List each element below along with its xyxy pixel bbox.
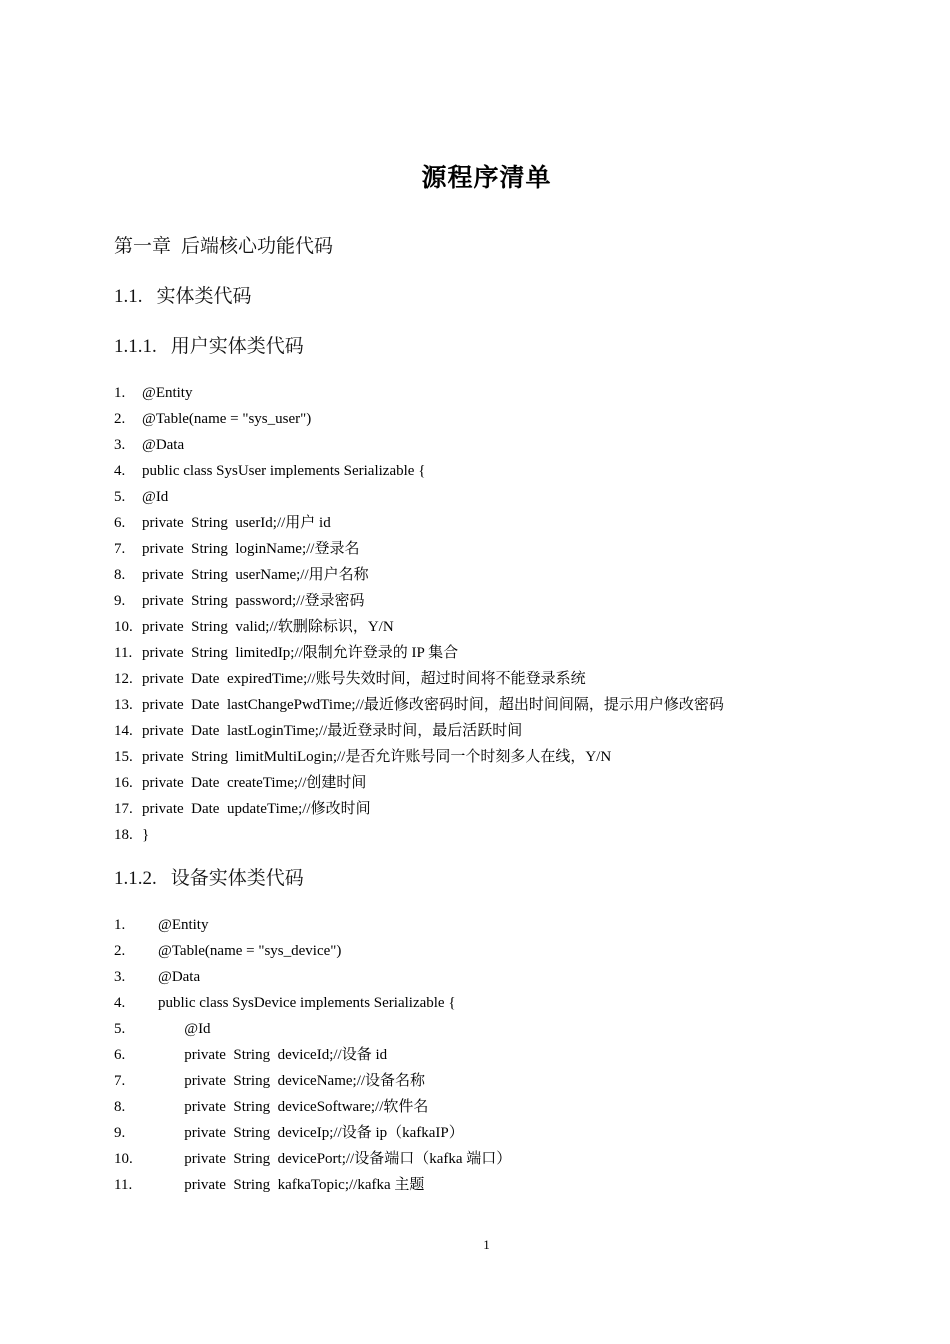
code-text: public class SysDevice implements Serializable { xyxy=(158,995,456,1011)
code-line xyxy=(114,964,511,990)
code-line xyxy=(114,458,724,484)
code-listing-user xyxy=(114,380,724,848)
section-title: 实体类代码 xyxy=(156,286,252,307)
code-line xyxy=(114,1172,511,1198)
code-text: private Date lastChangePwdTime;//最近修改密码时间，超出时间间隔，提示用户修改密码 xyxy=(142,697,724,713)
line-number: 4. xyxy=(114,463,126,479)
code-text: private Date lastLoginTime;//最近登录时间，最后活跃时间 xyxy=(142,723,523,739)
document-title: 源程序清单 xyxy=(421,165,552,192)
code-text: @Entity xyxy=(142,385,193,401)
line-number: 12. xyxy=(114,671,133,687)
line-number: 16. xyxy=(114,775,133,791)
code-line xyxy=(114,406,724,432)
code-text: private String userName;//用户名称 xyxy=(142,567,369,583)
code-text: private Date createTime;//创建时间 xyxy=(142,775,367,791)
code-line xyxy=(114,666,724,692)
line-number: 2. xyxy=(114,943,126,959)
subsection-title: 设备实体类代码 xyxy=(170,868,304,889)
code-listing-device xyxy=(114,912,511,1198)
code-line xyxy=(114,822,724,848)
page-number: 1 xyxy=(483,1237,490,1252)
line-number: 4. xyxy=(114,995,126,1011)
code-line xyxy=(114,536,724,562)
chapter-heading xyxy=(114,231,333,258)
code-line xyxy=(114,912,511,938)
code-line xyxy=(114,692,724,718)
code-line xyxy=(114,938,511,964)
line-number: 17. xyxy=(114,801,133,817)
code-line xyxy=(114,1146,511,1172)
section-number: 1.1. xyxy=(114,286,143,307)
code-text: private String limitedIp;//限制允许登录的 IP 集合 xyxy=(142,645,459,661)
line-number: 2. xyxy=(114,411,126,427)
line-number: 5. xyxy=(114,1021,126,1037)
line-number: 8. xyxy=(114,1099,126,1115)
code-text: private String deviceIp;//设备 ip（kafkaIP） xyxy=(158,1125,464,1141)
code-line xyxy=(114,588,724,614)
line-number: 9. xyxy=(114,1125,126,1141)
code-text: private Date expiredTime;//账号失效时间，超过时间将不能登录系统 xyxy=(142,671,586,687)
line-number: 10. xyxy=(114,1151,133,1167)
line-number: 11. xyxy=(114,1177,133,1193)
line-number: 11. xyxy=(114,645,133,661)
code-text: private String loginName;//登录名 xyxy=(142,541,360,557)
line-number: 8. xyxy=(114,567,126,583)
code-text: @Id xyxy=(158,1021,211,1037)
line-number: 1. xyxy=(114,917,126,933)
code-text: private Date updateTime;//修改时间 xyxy=(142,801,371,817)
code-line xyxy=(114,796,724,822)
line-number: 7. xyxy=(114,1073,126,1089)
code-line xyxy=(114,718,724,744)
subsection-title: 用户实体类代码 xyxy=(170,336,304,357)
code-line xyxy=(114,1042,511,1068)
code-text: private String deviceSoftware;//软件名 xyxy=(158,1099,429,1115)
code-line xyxy=(114,990,511,1016)
line-number: 7. xyxy=(114,541,126,557)
line-number: 6. xyxy=(114,1047,126,1063)
code-line xyxy=(114,1094,511,1120)
code-text: @Id xyxy=(142,489,169,505)
line-number: 15. xyxy=(114,749,133,765)
code-text: public class SysUser implements Serializable { xyxy=(142,463,426,479)
code-text: @Table(name = "sys_user") xyxy=(142,411,312,427)
code-text: private String password;//登录密码 xyxy=(142,593,365,609)
line-number: 13. xyxy=(114,697,133,713)
code-text: @Table(name = "sys_device") xyxy=(158,943,342,959)
code-text: @Entity xyxy=(158,917,209,933)
subsection-number: 1.1.1. xyxy=(114,336,157,357)
line-number: 3. xyxy=(114,437,126,453)
line-number: 10. xyxy=(114,619,133,635)
code-text: private String kafkaTopic;//kafka 主题 xyxy=(158,1177,425,1193)
line-number: 14. xyxy=(114,723,133,739)
code-text: } xyxy=(142,827,150,843)
code-line xyxy=(114,432,724,458)
code-line xyxy=(114,640,724,666)
line-number: 6. xyxy=(114,515,126,531)
line-number: 18. xyxy=(114,827,133,843)
code-line xyxy=(114,744,724,770)
line-number: 1. xyxy=(114,385,126,401)
subsection-number: 1.1.2. xyxy=(114,868,157,889)
code-line xyxy=(114,614,724,640)
chapter-number: 第一章 xyxy=(114,236,172,257)
line-number: 3. xyxy=(114,969,126,985)
subsection-heading-user xyxy=(114,331,304,358)
code-text: private String limitMultiLogin;//是否允许账号同一个时刻多人在线，Y/N xyxy=(142,749,612,765)
code-line xyxy=(114,562,724,588)
subsection-heading-device xyxy=(114,863,304,890)
code-text: private String devicePort;//设备端口（kafka 端口） xyxy=(158,1151,512,1167)
code-text: private String deviceName;//设备名称 xyxy=(158,1073,426,1089)
code-text: @Data xyxy=(142,437,185,453)
code-line xyxy=(114,510,724,536)
code-line xyxy=(114,380,724,406)
line-number: 9. xyxy=(114,593,126,609)
code-line xyxy=(114,484,724,510)
section-heading xyxy=(114,281,252,308)
code-line xyxy=(114,1120,511,1146)
code-line xyxy=(114,1016,511,1042)
chapter-title: 后端核心功能代码 xyxy=(181,236,334,257)
code-text: @Data xyxy=(158,969,201,985)
code-text: private String valid;//软删除标识，Y/N xyxy=(142,619,394,635)
code-text: private String userId;//用户 id xyxy=(142,515,331,531)
code-line xyxy=(114,770,724,796)
line-number: 5. xyxy=(114,489,126,505)
code-line xyxy=(114,1068,511,1094)
code-text: private String deviceId;//设备 id xyxy=(158,1047,388,1063)
